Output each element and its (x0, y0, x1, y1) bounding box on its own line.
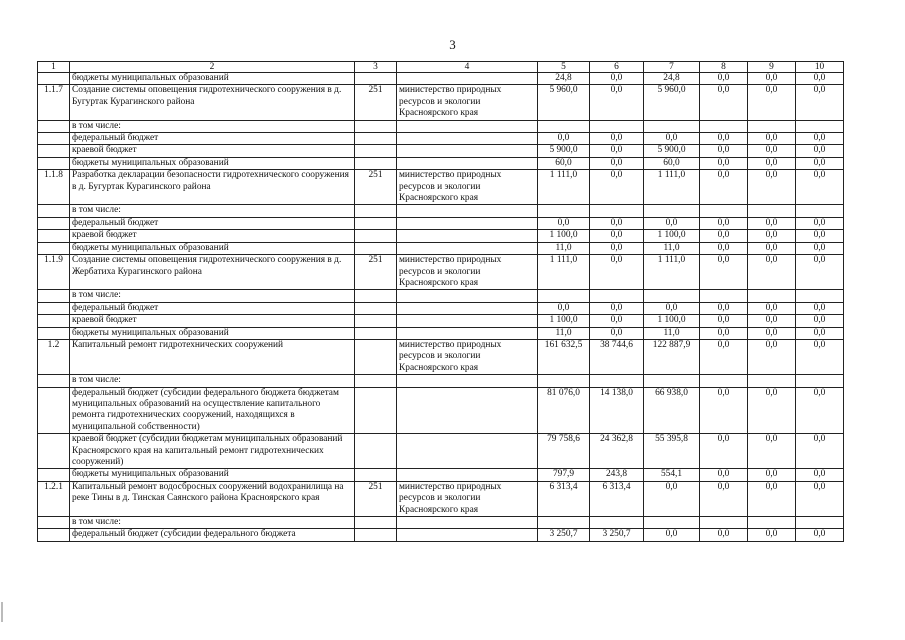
table-row (38, 157, 844, 169)
row-value-col-9: 0,0 (748, 157, 796, 169)
row-name: федеральный бюджет (субсидии федерального бюджета (70, 529, 355, 541)
row-value-col-8: 0,0 (700, 230, 748, 242)
row-name: в том числе: (70, 120, 355, 132)
table-row (38, 120, 844, 132)
row-value-col-6 (590, 517, 644, 529)
row-name: федеральный бюджет (70, 217, 355, 229)
header-col-2: 2 (70, 62, 355, 73)
row-executor (397, 217, 538, 229)
row-executor (397, 120, 538, 132)
row-executor (397, 387, 538, 434)
row-value-col-5 (538, 375, 590, 387)
row-name: Капитальный ремонт водосбросных сооружений водохранилища на реке Тины в д. Тинская Саянского района Красноярского края (70, 481, 355, 516)
row-grbs (355, 133, 397, 145)
table-row (38, 375, 844, 387)
row-value-col-10: 0,0 (796, 217, 844, 229)
row-grbs (355, 157, 397, 169)
row-value-col-8: 0,0 (700, 469, 748, 481)
row-value-col-7: 122 887,9 (644, 339, 700, 374)
row-value-col-6: 0,0 (590, 255, 644, 290)
row-code: 1.2 (38, 339, 70, 374)
table-row (38, 327, 844, 339)
row-executor (397, 205, 538, 217)
row-value-col-10: 0,0 (796, 302, 844, 314)
row-code: 1.2.1 (38, 481, 70, 516)
row-code (38, 133, 70, 145)
row-name: бюджеты муниципальных образований (70, 327, 355, 339)
header-col-1: 1 (38, 62, 70, 73)
row-value-col-8: 0,0 (700, 170, 748, 205)
row-grbs (355, 242, 397, 254)
row-name: Капитальный ремонт гидротехнических сооружений (70, 339, 355, 374)
row-value-col-8: 0,0 (700, 242, 748, 254)
row-code (38, 517, 70, 529)
table-row (38, 302, 844, 314)
row-value-col-7 (644, 205, 700, 217)
row-value-col-5: 1 111,0 (538, 255, 590, 290)
row-value-col-7 (644, 375, 700, 387)
row-grbs (355, 230, 397, 242)
table-row (38, 85, 844, 120)
row-value-col-8: 0,0 (700, 434, 748, 469)
row-value-col-10: 0,0 (796, 73, 844, 85)
table-row (38, 73, 844, 85)
row-value-col-8: 0,0 (700, 255, 748, 290)
row-value-col-7: 0,0 (644, 481, 700, 516)
row-value-col-10: 0,0 (796, 157, 844, 169)
row-value-col-5: 5 960,0 (538, 85, 590, 120)
header-col-8: 8 (700, 62, 748, 73)
row-value-col-7 (644, 120, 700, 132)
table-row (38, 517, 844, 529)
row-value-col-8: 0,0 (700, 481, 748, 516)
row-value-col-8: 0,0 (700, 529, 748, 541)
row-executor (397, 315, 538, 327)
table-row (38, 469, 844, 481)
row-name: в том числе: (70, 375, 355, 387)
row-executor (397, 73, 538, 85)
row-code (38, 290, 70, 302)
row-value-col-5 (538, 517, 590, 529)
table-row (38, 434, 844, 469)
row-value-col-6: 0,0 (590, 217, 644, 229)
row-name: краевой бюджет (субсидии бюджетам муниципальных образований Красноярского края на капитальный ремонт гидротехнических сооружений) (70, 434, 355, 469)
row-value-col-10: 0,0 (796, 255, 844, 290)
table-body (38, 73, 844, 542)
row-value-col-8: 0,0 (700, 339, 748, 374)
row-value-col-7: 11,0 (644, 327, 700, 339)
row-value-col-10 (796, 290, 844, 302)
table-row (38, 242, 844, 254)
row-value-col-9 (748, 517, 796, 529)
row-value-col-9: 0,0 (748, 434, 796, 469)
row-value-col-10: 0,0 (796, 230, 844, 242)
row-value-col-9: 0,0 (748, 217, 796, 229)
table-row (38, 145, 844, 157)
row-grbs (355, 517, 397, 529)
row-grbs (355, 302, 397, 314)
row-name: федеральный бюджет (субсидии федерального бюджета бюджетам муниципальных образований на осуществление капитального ремонта гидротехнических сооружений, находящихся в муниципальной собственности) (70, 387, 355, 434)
row-code (38, 157, 70, 169)
row-value-col-7: 66 938,0 (644, 387, 700, 434)
row-value-col-9 (748, 290, 796, 302)
table-row (38, 133, 844, 145)
table-row (38, 481, 844, 516)
row-code (38, 434, 70, 469)
row-grbs (355, 469, 397, 481)
row-value-col-10: 0,0 (796, 242, 844, 254)
row-name: федеральный бюджет (70, 302, 355, 314)
row-value-col-7: 0,0 (644, 529, 700, 541)
row-value-col-6 (590, 205, 644, 217)
row-value-col-9: 0,0 (748, 315, 796, 327)
table-row (38, 205, 844, 217)
row-executor (397, 290, 538, 302)
row-value-col-9: 0,0 (748, 73, 796, 85)
row-value-col-5: 24,8 (538, 73, 590, 85)
row-name: Создание системы оповещения гидротехнического сооружения в д. Жербатиха Курагинского района (70, 255, 355, 290)
row-value-col-9: 0,0 (748, 302, 796, 314)
row-executor (397, 434, 538, 469)
row-grbs (355, 205, 397, 217)
row-value-col-6: 0,0 (590, 73, 644, 85)
row-executor (397, 517, 538, 529)
row-value-col-9 (748, 375, 796, 387)
row-value-col-10 (796, 375, 844, 387)
row-value-col-6: 0,0 (590, 157, 644, 169)
row-name: Создание системы оповещения гидротехнического сооружения в д. Бугуртак Курагинского района (70, 85, 355, 120)
row-value-col-9: 0,0 (748, 481, 796, 516)
row-value-col-10: 0,0 (796, 469, 844, 481)
row-executor: министерство природных ресурсов и экологии Красноярского края (397, 255, 538, 290)
row-code: 1.1.8 (38, 170, 70, 205)
row-code (38, 217, 70, 229)
page-number: 3 (449, 37, 456, 52)
row-value-col-7 (644, 517, 700, 529)
row-value-col-7: 1 111,0 (644, 255, 700, 290)
row-value-col-5: 5 900,0 (538, 145, 590, 157)
row-code (38, 230, 70, 242)
row-executor (397, 157, 538, 169)
row-code (38, 120, 70, 132)
row-value-col-5: 0,0 (538, 302, 590, 314)
row-value-col-9: 0,0 (748, 327, 796, 339)
row-name: бюджеты муниципальных образований (70, 469, 355, 481)
row-grbs (355, 327, 397, 339)
row-grbs (355, 290, 397, 302)
table-row (38, 217, 844, 229)
row-value-col-7: 24,8 (644, 73, 700, 85)
row-value-col-5: 11,0 (538, 327, 590, 339)
row-executor (397, 529, 538, 541)
row-code (38, 375, 70, 387)
row-name: краевой бюджет (70, 145, 355, 157)
row-value-col-5: 3 250,7 (538, 529, 590, 541)
row-code (38, 315, 70, 327)
row-executor (397, 145, 538, 157)
row-value-col-10: 0,0 (796, 85, 844, 120)
row-value-col-5: 11,0 (538, 242, 590, 254)
row-value-col-10: 0,0 (796, 481, 844, 516)
row-executor (397, 469, 538, 481)
row-value-col-5: 0,0 (538, 133, 590, 145)
row-value-col-10: 0,0 (796, 327, 844, 339)
row-value-col-8: 0,0 (700, 302, 748, 314)
row-value-col-5: 797,9 (538, 469, 590, 481)
row-code (38, 205, 70, 217)
header-col-4: 4 (397, 62, 538, 73)
row-value-col-7: 55 395,8 (644, 434, 700, 469)
table-row (38, 170, 844, 205)
row-value-col-6: 6 313,4 (590, 481, 644, 516)
row-value-col-7 (644, 290, 700, 302)
row-code (38, 145, 70, 157)
row-value-col-10: 0,0 (796, 315, 844, 327)
row-value-col-9: 0,0 (748, 133, 796, 145)
row-grbs: 251 (355, 255, 397, 290)
row-name: бюджеты муниципальных образований (70, 242, 355, 254)
row-name: краевой бюджет (70, 315, 355, 327)
row-value-col-9: 0,0 (748, 242, 796, 254)
row-value-col-8 (700, 517, 748, 529)
row-name: краевой бюджет (70, 230, 355, 242)
row-grbs: 251 (355, 481, 397, 516)
row-value-col-7: 0,0 (644, 133, 700, 145)
row-value-col-7: 1 111,0 (644, 170, 700, 205)
row-value-col-5: 81 076,0 (538, 387, 590, 434)
row-value-col-5: 1 100,0 (538, 230, 590, 242)
table-row (38, 255, 844, 290)
row-value-col-5: 0,0 (538, 217, 590, 229)
table-row (38, 339, 844, 374)
table-header (38, 62, 844, 73)
row-value-col-7: 554,1 (644, 469, 700, 481)
row-value-col-10: 0,0 (796, 339, 844, 374)
row-value-col-10: 0,0 (796, 133, 844, 145)
row-value-col-9: 0,0 (748, 469, 796, 481)
row-value-col-7: 1 100,0 (644, 315, 700, 327)
row-value-col-8: 0,0 (700, 217, 748, 229)
row-value-col-5: 60,0 (538, 157, 590, 169)
row-value-col-5: 1 111,0 (538, 170, 590, 205)
row-value-col-6: 0,0 (590, 242, 644, 254)
row-executor (397, 230, 538, 242)
row-code (38, 73, 70, 85)
row-grbs (355, 73, 397, 85)
row-value-col-10 (796, 205, 844, 217)
row-code: 1.1.9 (38, 255, 70, 290)
row-executor: министерство природных ресурсов и экологии Красноярского края (397, 170, 538, 205)
row-grbs (355, 375, 397, 387)
row-value-col-6: 0,0 (590, 133, 644, 145)
row-value-col-6: 38 744,6 (590, 339, 644, 374)
row-value-col-5 (538, 120, 590, 132)
row-value-col-10: 0,0 (796, 145, 844, 157)
row-value-col-10: 0,0 (796, 434, 844, 469)
row-grbs (355, 315, 397, 327)
row-code: 1.1.7 (38, 85, 70, 120)
row-grbs (355, 339, 397, 374)
row-value-col-9: 0,0 (748, 170, 796, 205)
row-value-col-9: 0,0 (748, 255, 796, 290)
row-code (38, 242, 70, 254)
row-code (38, 327, 70, 339)
row-value-col-8: 0,0 (700, 145, 748, 157)
row-executor (397, 302, 538, 314)
row-value-col-10 (796, 120, 844, 132)
row-value-col-7: 5 960,0 (644, 85, 700, 120)
row-value-col-9 (748, 205, 796, 217)
row-executor (397, 133, 538, 145)
budget-table (37, 61, 844, 542)
row-value-col-9 (748, 120, 796, 132)
row-grbs (355, 387, 397, 434)
row-value-col-5: 1 100,0 (538, 315, 590, 327)
row-name: федеральный бюджет (70, 133, 355, 145)
row-value-col-7: 1 100,0 (644, 230, 700, 242)
row-value-col-10 (796, 517, 844, 529)
row-name: в том числе: (70, 290, 355, 302)
row-code (38, 529, 70, 541)
row-executor: министерство природных ресурсов и экологии Красноярского края (397, 481, 538, 516)
header-col-9: 9 (748, 62, 796, 73)
row-code (38, 302, 70, 314)
row-value-col-6: 14 138,0 (590, 387, 644, 434)
row-value-col-6 (590, 290, 644, 302)
row-value-col-9: 0,0 (748, 387, 796, 434)
row-value-col-10: 0,0 (796, 529, 844, 541)
row-value-col-8: 0,0 (700, 315, 748, 327)
row-executor: министерство природных ресурсов и экологии Красноярского края (397, 85, 538, 120)
header-col-6: 6 (590, 62, 644, 73)
row-value-col-6: 0,0 (590, 315, 644, 327)
row-name: в том числе: (70, 517, 355, 529)
table-row (38, 315, 844, 327)
row-grbs: 251 (355, 85, 397, 120)
row-value-col-9: 0,0 (748, 85, 796, 120)
row-name: в том числе: (70, 205, 355, 217)
row-name: бюджеты муниципальных образований (70, 73, 355, 85)
row-value-col-8 (700, 120, 748, 132)
row-value-col-8 (700, 290, 748, 302)
row-value-col-5 (538, 205, 590, 217)
row-value-col-9: 0,0 (748, 230, 796, 242)
row-value-col-8: 0,0 (700, 327, 748, 339)
row-value-col-6 (590, 375, 644, 387)
row-value-col-8: 0,0 (700, 85, 748, 120)
row-executor (397, 375, 538, 387)
row-value-col-8: 0,0 (700, 133, 748, 145)
table-row (38, 387, 844, 434)
header-col-7: 7 (644, 62, 700, 73)
row-value-col-9: 0,0 (748, 339, 796, 374)
row-value-col-7: 0,0 (644, 217, 700, 229)
row-grbs: 251 (355, 170, 397, 205)
row-executor (397, 242, 538, 254)
row-value-col-8: 0,0 (700, 73, 748, 85)
row-code (38, 387, 70, 434)
row-value-col-5: 161 632,5 (538, 339, 590, 374)
header-col-10: 10 (796, 62, 844, 73)
row-grbs (355, 434, 397, 469)
row-value-col-8: 0,0 (700, 387, 748, 434)
row-executor: министерство природных ресурсов и экологии Красноярского края (397, 339, 538, 374)
row-value-col-6: 0,0 (590, 145, 644, 157)
row-value-col-5: 79 758,6 (538, 434, 590, 469)
row-code (38, 469, 70, 481)
table-row (38, 230, 844, 242)
row-value-col-6 (590, 120, 644, 132)
row-executor (397, 327, 538, 339)
row-value-col-9: 0,0 (748, 529, 796, 541)
row-value-col-6: 0,0 (590, 230, 644, 242)
row-value-col-8 (700, 375, 748, 387)
row-grbs (355, 217, 397, 229)
row-name: Разработка декларации безопасности гидротехнического сооружения в д. Бугуртак Курагинского района (70, 170, 355, 205)
row-name: бюджеты муниципальных образований (70, 157, 355, 169)
scan-edge-mark (1, 602, 3, 622)
header-col-3: 3 (355, 62, 397, 73)
row-value-col-10: 0,0 (796, 170, 844, 205)
row-value-col-6: 0,0 (590, 327, 644, 339)
row-value-col-6: 24 362,8 (590, 434, 644, 469)
row-value-col-8: 0,0 (700, 157, 748, 169)
row-value-col-9: 0,0 (748, 145, 796, 157)
row-value-col-5: 6 313,4 (538, 481, 590, 516)
row-value-col-8 (700, 205, 748, 217)
row-value-col-5 (538, 290, 590, 302)
row-grbs (355, 529, 397, 541)
table-row (38, 290, 844, 302)
row-value-col-10: 0,0 (796, 387, 844, 434)
row-value-col-6: 3 250,7 (590, 529, 644, 541)
row-value-col-6: 243,8 (590, 469, 644, 481)
row-value-col-6: 0,0 (590, 170, 644, 205)
row-value-col-6: 0,0 (590, 302, 644, 314)
row-value-col-6: 0,0 (590, 85, 644, 120)
row-value-col-7: 11,0 (644, 242, 700, 254)
row-value-col-7: 0,0 (644, 302, 700, 314)
row-grbs (355, 145, 397, 157)
row-grbs (355, 120, 397, 132)
table-row (38, 529, 844, 541)
row-value-col-7: 60,0 (644, 157, 700, 169)
header-col-5: 5 (538, 62, 590, 73)
row-value-col-7: 5 900,0 (644, 145, 700, 157)
